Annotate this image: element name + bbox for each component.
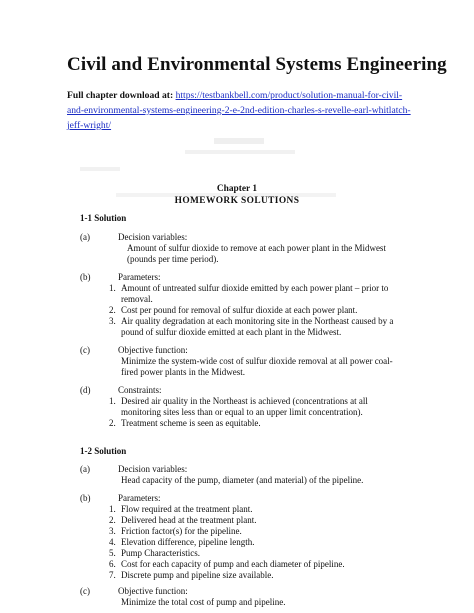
- text-line: Pump Characteristics.: [121, 548, 200, 558]
- item-label: (c): [80, 586, 90, 596]
- solution-1-2-title: 1-2 Solution: [80, 446, 127, 456]
- item-heading: Parameters:: [118, 272, 161, 282]
- item-heading: Objective function:: [118, 586, 188, 596]
- text-line: Amount of sulfur dioxide to remove at each power plant in the Midwest: [127, 243, 386, 253]
- item-label: (d): [80, 385, 91, 395]
- bleed-through-smudge: [80, 167, 120, 171]
- text-line: Cost for each capacity of pump and each diameter of pipeline.: [121, 559, 345, 569]
- text-line: Discrete pump and pipeline size available.: [121, 570, 274, 580]
- document-title: Civil and Environmental Systems Engineering: [67, 54, 447, 75]
- list-number: 6.: [109, 559, 116, 569]
- text-line: Desired air quality in the Northeast is achieved (concentrations at all: [121, 396, 368, 406]
- item-heading: Parameters:: [118, 493, 161, 503]
- list-number: 1.: [109, 396, 116, 406]
- download-link[interactable]: https://testbankbell.com/product/solution-manual-for-civil-and-environmental-systems-engineering-2-e-2nd-edition-charles-s-revelle-earl-whitlatch-jeff-wright/: [67, 90, 411, 131]
- list-number: 1.: [109, 283, 116, 293]
- text-line: Amount of untreated sulfur dioxide emitted by each power plant – prior to: [121, 283, 389, 293]
- text-line: removal.: [121, 294, 153, 304]
- text-line: pound of sulfur dioxide emitted at each plant in the Midwest.: [121, 327, 342, 337]
- text-line: Flow required at the treatment plant.: [121, 504, 253, 514]
- list-number: 2.: [109, 305, 116, 315]
- text-line: Minimize the system-wide cost of sulfur dioxide removal at all power coal-: [121, 356, 393, 366]
- list-number: 1.: [109, 504, 116, 514]
- list-number: 7.: [109, 570, 116, 580]
- item-heading: Decision variables:: [118, 232, 188, 242]
- text-line: Treatment scheme is seen as equitable.: [121, 418, 261, 428]
- item-heading: Constraints:: [118, 385, 162, 395]
- item-label: (a): [80, 464, 90, 474]
- text-line: Head capacity of the pump, diameter (and material) of the pipeline.: [121, 475, 364, 485]
- text-line: fired power plants in the Midwest.: [121, 367, 245, 377]
- item-label: (b): [80, 493, 91, 503]
- item-heading: Objective function:: [118, 345, 188, 355]
- text-line: (pounds per time period).: [127, 254, 219, 264]
- list-number: 4.: [109, 537, 116, 547]
- list-number: 3.: [109, 526, 116, 536]
- text-line: Air quality degradation at each monitoring site in the Northeast caused by a: [121, 316, 394, 326]
- download-label: Full chapter download at:: [67, 90, 174, 101]
- list-number: 2.: [109, 418, 116, 428]
- text-line: Minimize the total cost of pump and pipeline.: [121, 597, 286, 607]
- item-heading: Decision variables:: [118, 464, 188, 474]
- bleed-through-smudge: [214, 138, 264, 144]
- text-line: Elevation difference, pipeline length.: [121, 537, 255, 547]
- text-line: Cost per pound for removal of sulfur dioxide at each power plant.: [121, 305, 358, 315]
- bleed-through-smudge: [185, 150, 295, 154]
- list-number: 2.: [109, 515, 116, 525]
- text-line: Delivered head at the treatment plant.: [121, 515, 257, 525]
- item-label: (b): [80, 272, 91, 282]
- list-number: 3.: [109, 316, 116, 326]
- chapter-heading: Chapter 1: [216, 184, 258, 194]
- item-label: (c): [80, 345, 90, 355]
- text-line: monitoring sites less than or equal to an upper limit concentration).: [121, 407, 363, 417]
- download-note: [67, 88, 412, 133]
- item-label: (a): [80, 232, 90, 242]
- section-heading: HOMEWORK SOLUTIONS: [174, 196, 300, 206]
- solution-1-1-title: 1-1 Solution: [80, 213, 127, 223]
- list-number: 5.: [109, 548, 116, 558]
- text-line: Friction factor(s) for the pipeline.: [121, 526, 242, 536]
